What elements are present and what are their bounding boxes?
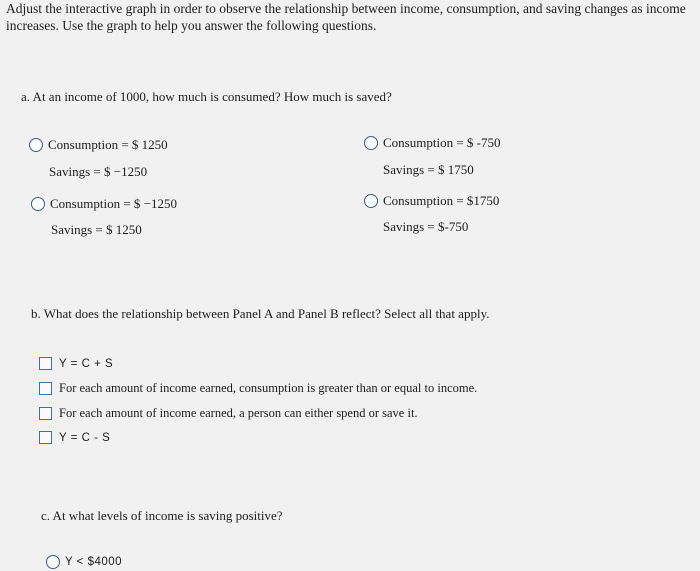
option-b1-label: Y = C + S (59, 357, 114, 370)
option-b3-label: For each amount of income earned, a person can either spend or save it. (59, 406, 418, 420)
option-a1-consumption: Consumption = $ 1250 (48, 137, 168, 152)
option-a1[interactable] (29, 137, 168, 153)
option-a2-consumption: Consumption = $ -750 (383, 135, 501, 150)
option-a4-savings: Savings = $-750 (383, 219, 469, 234)
option-a4-consumption: Consumption = $1750 (383, 193, 500, 208)
option-a3-savings: Savings = $ 1250 (51, 222, 142, 237)
radio-button[interactable] (364, 136, 378, 150)
checkbox[interactable] (39, 431, 52, 444)
radio-button[interactable] (29, 138, 43, 152)
option-b4[interactable] (39, 431, 110, 444)
option-a2[interactable] (364, 135, 500, 151)
option-a3[interactable] (31, 196, 177, 212)
question-a-prompt: a. At an income of 1000, how much is consumed? How much is saved? (21, 89, 392, 104)
option-b1[interactable] (39, 357, 113, 370)
radio-button[interactable] (364, 194, 378, 208)
option-c1[interactable] (46, 555, 122, 569)
option-c1-label: Y < $4000 (65, 556, 123, 568)
radio-button[interactable] (31, 197, 45, 211)
option-b3[interactable] (39, 406, 418, 421)
checkbox[interactable] (39, 357, 52, 370)
option-a3-consumption: Consumption = $ −1250 (50, 196, 177, 211)
option-a4[interactable] (364, 193, 499, 209)
radio-button[interactable] (46, 555, 60, 569)
option-a1-savings: Savings = $ −1250 (49, 164, 148, 179)
question-c-prompt: c. At what levels of income is saving positive? (41, 508, 283, 523)
checkbox[interactable] (39, 407, 52, 420)
option-b4-label: Y = C - S (59, 431, 111, 444)
option-b2-label: For each amount of income earned, consumption is greater than or equal to income. (59, 381, 478, 395)
option-b2[interactable] (39, 381, 477, 396)
question-b-prompt: b. What does the relationship between Panel A and Panel B reflect? Select all that apply. (31, 306, 490, 321)
checkbox[interactable] (39, 382, 52, 395)
instructions-text: Adjust the interactive graph in order to observe the relationship between income, consumption, and saving changes as income increases. Use the graph to help you answer the following questions. (6, 1, 686, 33)
option-a2-savings: Savings = $ 1750 (383, 162, 474, 177)
